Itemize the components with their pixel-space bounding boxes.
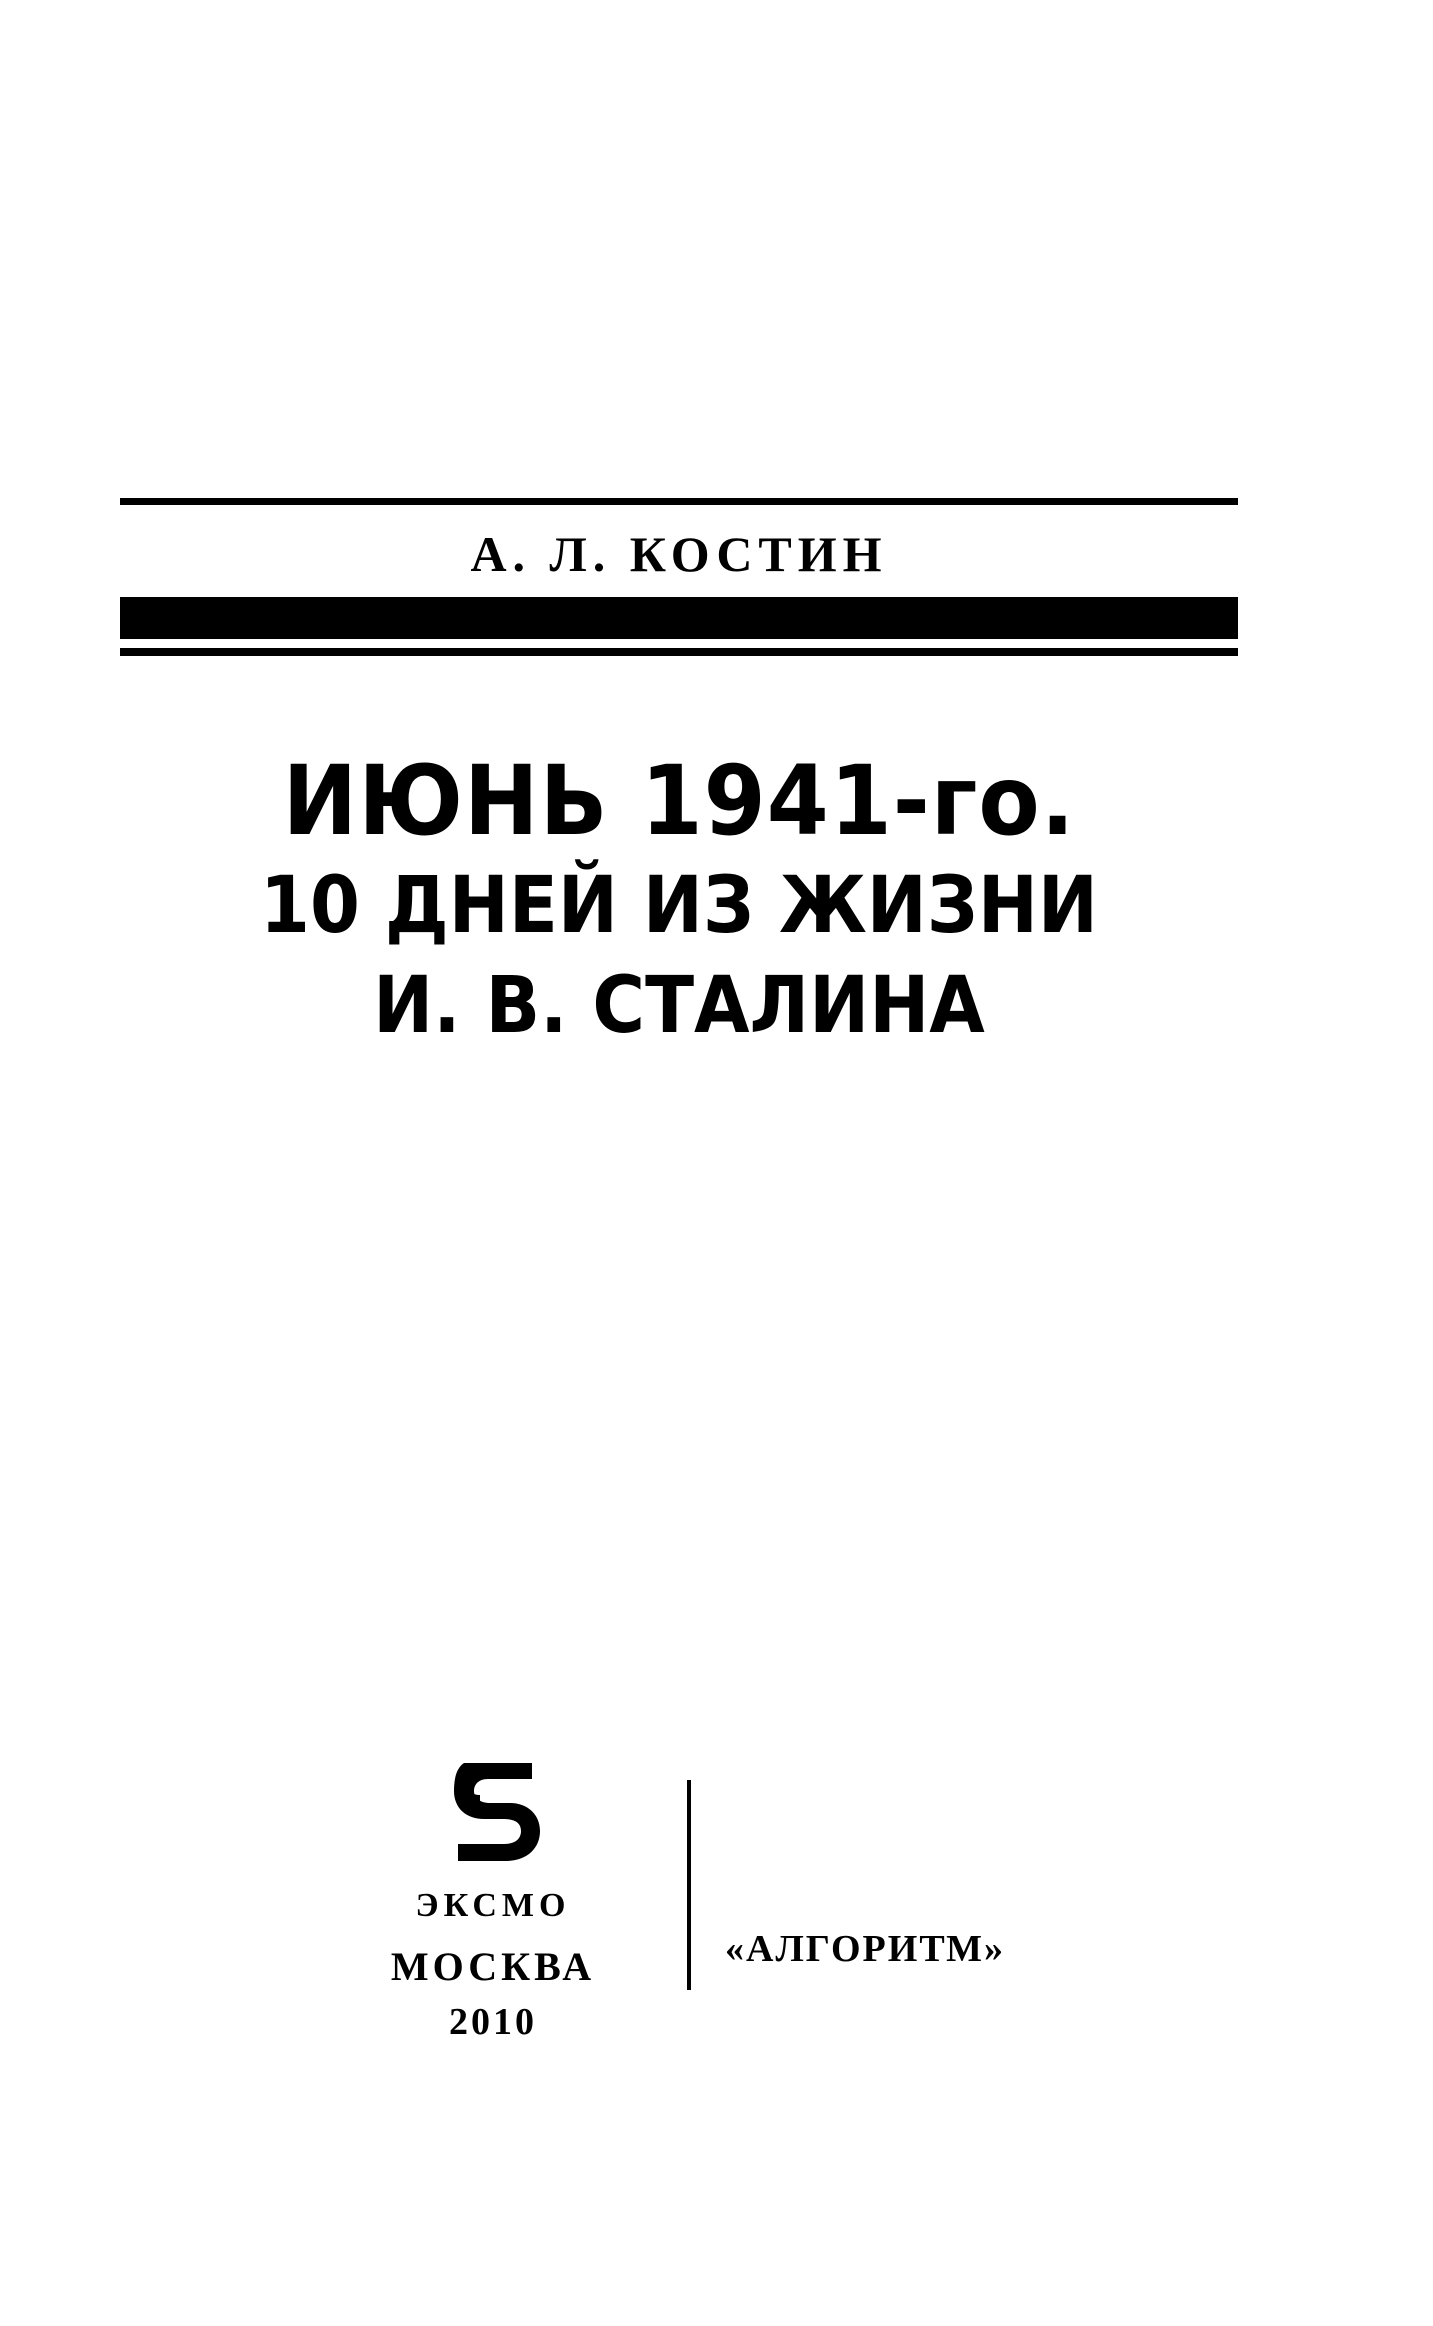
copublisher-block: [725, 1735, 1025, 1971]
copublisher-name: «АЛГОРИТМ»: [725, 1928, 1006, 1970]
bottom-rule-divider: [120, 648, 1238, 656]
imprint-city: МОСКВА: [390, 1944, 596, 1989]
author-block: [120, 498, 1238, 656]
eksmo-logo-icon: [333, 1735, 653, 1885]
thick-black-bar: [120, 597, 1238, 639]
title-line-1: ИЮНЬ 1941-го.: [282, 745, 1076, 857]
publisher-imprint: [333, 1735, 653, 2044]
publisher-block: [120, 1735, 1238, 2044]
top-rule-divider: [120, 498, 1238, 505]
imprint-year: 2010: [449, 2001, 537, 2043]
title-line-2: 10 ДНЕЙ ИЗ ЖИЗНИ: [260, 860, 1098, 951]
bar-gap-spacer: [120, 639, 1238, 648]
book-title: [120, 745, 1238, 1052]
vertical-divider: [687, 1780, 691, 1990]
title-line-3: И. В. СТАЛИНА: [373, 960, 985, 1051]
author-name: А. Л. КОСТИН: [470, 526, 888, 582]
imprint-name: ЭКСМО: [415, 1887, 571, 1924]
